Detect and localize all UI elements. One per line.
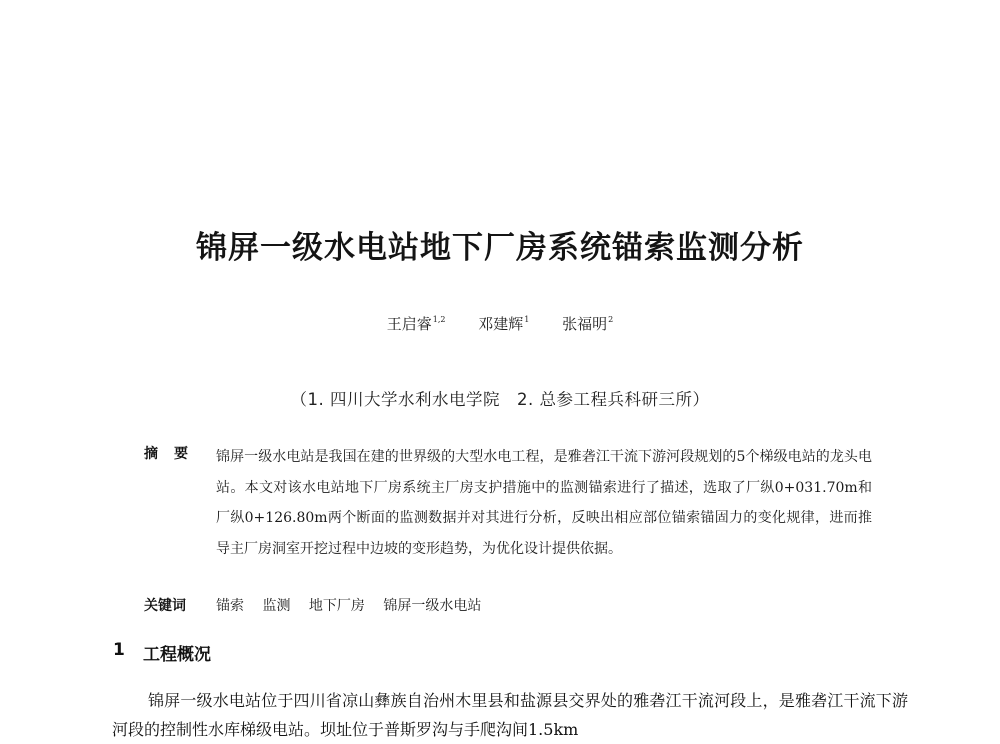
keyword: 地下厂房 <box>308 598 365 614</box>
author-name: 邓建辉 <box>478 315 524 333</box>
author-list <box>0 313 1000 334</box>
keyword: 锦屏一级水电站 <box>383 598 482 614</box>
abstract-text: 锦屏一级水电站是我国在建的世界级的大型水电工程，是雅砻江干流下游河段规划的5个梯级电站的龙头电站。本文对该水电站地下厂房系统主厂房支护措施中的监测锚索进行了描述，选取了厂纵0+031.70m和厂纵0+126.80m两个断面的监测数据并对其进行分析，反映出相应部位锚索锚固力的变化规律，进而推导主厂房洞室开挖过程中边坡的变形趋势，为优化设计提供依据。 <box>216 449 872 557</box>
keyword: 监测 <box>262 598 291 614</box>
author-affiliation-mark: 1,2 <box>432 315 446 324</box>
author-affiliation-mark: 2 <box>608 315 614 324</box>
section-number: 1 <box>113 640 125 660</box>
author-1 <box>387 313 446 334</box>
keyword: 锚索 <box>216 598 244 614</box>
author-3 <box>562 313 613 334</box>
keyword-list <box>216 595 495 615</box>
author-2 <box>478 313 529 334</box>
author-name: 王启睿 <box>386 315 432 333</box>
section-title: 工程概况 <box>143 645 211 665</box>
paper-title: 锦屏一级水电站地下厂房系统锚索监测分析 <box>196 230 804 266</box>
abstract-label: 摘要 <box>144 446 204 462</box>
section-body-text: 锦屏一级水电站位于四川省凉山彝族自治州木里县和盐源县交界处的雅砻江干流河段上，是雅砻江干流下游河段的控制性水库梯级电站。坝址位于普斯罗沟与手爬沟间1.5km <box>112 691 908 739</box>
keywords-label: 关键词 <box>144 598 186 614</box>
author-name: 张福明 <box>562 315 608 333</box>
author-affiliation-mark: 1 <box>524 315 530 324</box>
affiliations: （1. 四川大学水利水电学院 2. 总参工程兵科研三所） <box>290 390 710 409</box>
